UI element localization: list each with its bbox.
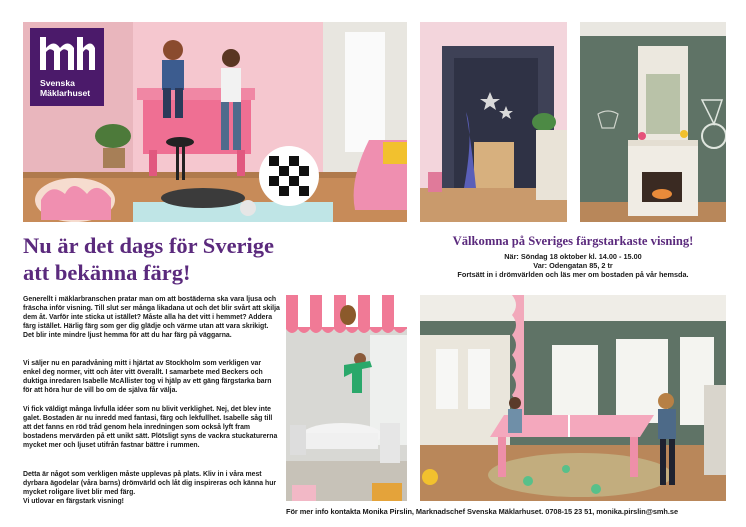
photo-dark-doorway: [420, 22, 567, 222]
photo-green-fireplace: [580, 22, 726, 222]
welcome-heading: Välkomna på Sveriges färgstarkaste visning!: [452, 234, 694, 248]
main-headline: [23, 232, 323, 286]
event-invite: Fortsätt in i drömvärlden och läs mer om bostaden på vår hemsda.: [457, 270, 689, 279]
headline-line-1: Nu är det dags för Sverige: [23, 233, 275, 258]
article-paragraph-1: Generellt i mäklarbranschen pratar man om att bostäderna ska vara ljusa och fräscha inför visning. Till slut ser många likadana ut och det blir svårt att skilja dem åt. Varför inte sticka ut istället? Måste alla ha det vitt i hemmet? Addera färg istället. Härlig färg som ger dig glädje och värme utan att vara skrikigt. Det blir inte mindre ljust hemma för att du har färg på väggarna.: [23, 296, 280, 340]
photo-pingpong-room: [420, 295, 726, 501]
article-paragraph-3: Vi fick väldigt många livfulla idéer som nu blivit verklighet. Nej, det blev inte galet. Bostaden är nu inredd med fantasi, färg och lekfullhet. Isabelle såg till att det fanns en röd tråd genom hela inredningen som också lyft fram bostadens mervärden på ett unikt sätt. Plötsligt syns de vackra stuckaturerna mycket mer och ljuset utifrån fastnar bättre i rummen.: [23, 406, 278, 450]
event-when: När: Söndag 18 oktober kl. 14.00 - 15.00: [504, 252, 642, 261]
logo-mark-icon: [39, 34, 95, 74]
article-paragraph-2: Vi säljer nu en paradvåning mitt i hjärtat av Stockholm som verkligen var enkel deg normer, vitt och åter vitt överallt. I samarbete med Beckers och duktiga inredaren Isabelle McAllister tog vi hjälp av ett gäng färgstarka barn för att höra hur de vill bo om de själva får välja.: [23, 360, 272, 395]
company-logo: [30, 28, 104, 106]
article-paragraph-4: Detta är något som verkligen måste upplevas på plats. Kliv in i våra mest dyrbara ägodelar (våra barns) drömvärld och låt dig inspireras och känna hur mycket roligare livet blir med färg. Vi utlovar en färgstark visning!: [23, 471, 277, 506]
photo-circus-dining: [286, 295, 407, 501]
logo-line-1: Svenska: [40, 78, 75, 88]
event-where: Var: Odengatan 85, 2 tr: [533, 261, 613, 270]
headline-line-2: att bekänna färg!: [23, 260, 191, 285]
logo-line-2: Mäklarhuset: [40, 88, 91, 98]
footer-contact: För mer info kontakta Monika Pirslin, Marknadschef Svenska Mäklarhuset. 0708-15 23 51, monika.pirslin@smh.se: [286, 507, 679, 516]
